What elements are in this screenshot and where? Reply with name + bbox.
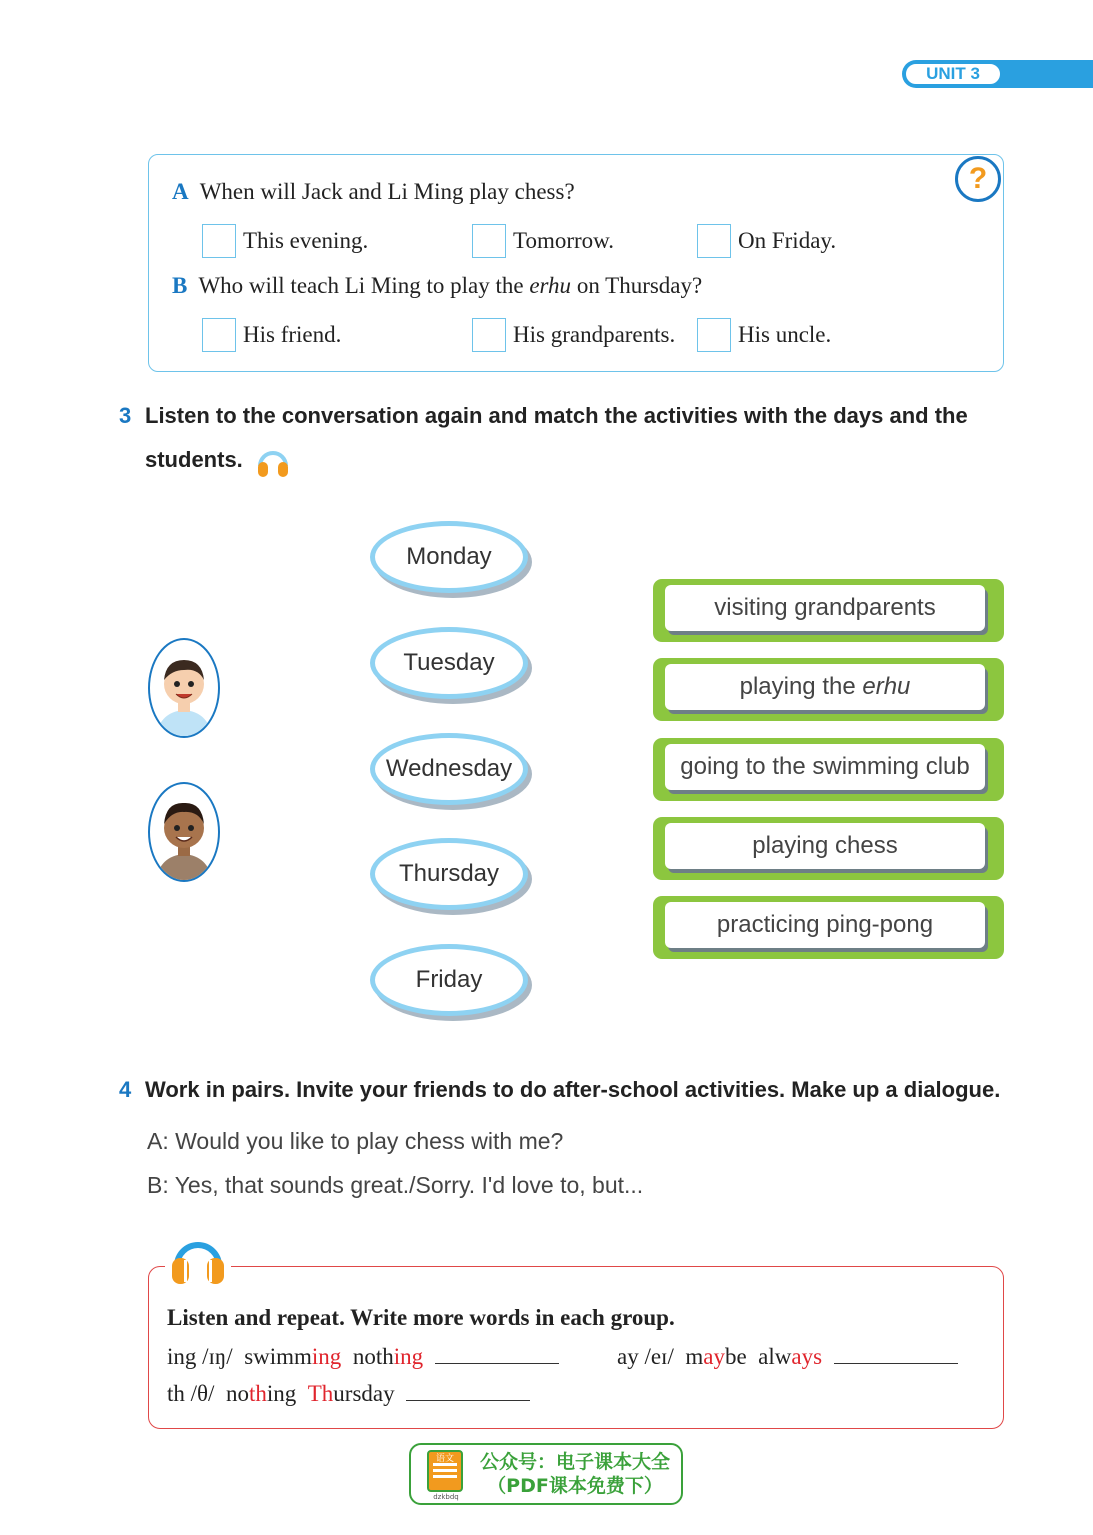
section-4-number: 4 [119,1077,132,1102]
phonics-ing-row [167,1343,559,1370]
avatar-boy-1[interactable] [148,638,220,738]
checkbox-a1[interactable] [202,224,236,258]
option-a1: This evening. [243,228,369,253]
phonics-title: Listen and repeat. Write more words in each group. [167,1305,675,1330]
option-a3: On Friday. [738,228,837,253]
question-a-text: When will Jack and Li Ming play chess? [199,179,575,204]
word-thursday: Thursday [307,1381,395,1406]
checkbox-a2[interactable] [472,224,506,258]
checkbox-a3[interactable] [697,224,731,258]
svg-text:语文: 语文 [435,1454,455,1464]
day-tuesday[interactable] [370,627,528,699]
question-b-text-1: Who will teach Li Ming to play the [198,273,530,298]
checkbox-b1[interactable] [202,318,236,352]
section-3-title-line2: students. [145,447,243,472]
word-nothing: nothing [225,1381,297,1406]
day-label: Monday [406,543,492,570]
word-nothing: nothing [352,1344,424,1369]
day-label: Thursday [398,860,500,887]
question-a-letter: A [172,179,189,204]
activity-playing-erhu[interactable] [653,658,1004,721]
book-logo-icon [424,1449,468,1501]
activity-erhu: erhu [862,673,911,700]
section-3-number: 3 [119,403,132,428]
day-friday[interactable] [370,944,528,1016]
question-b-letter: B [172,273,188,298]
activity-label: practicing ping-pong [665,902,985,948]
question-b-erhu: erhu [529,273,572,298]
word-swimming: swimming [244,1344,342,1369]
answer-blank-th[interactable] [406,1380,530,1401]
word-always: always [758,1344,823,1369]
unit-label: UNIT 3 [904,62,1002,86]
phonics-ing-label: ing /ɪŋ/ [167,1344,233,1369]
question-b-text-2: on Thursday? [571,273,703,298]
day-label: Friday [415,966,483,993]
activity-label: visiting grandparents [665,585,985,631]
day-monday[interactable] [370,521,528,593]
section-3-title-line1: Listen to the conversation again and match the activities with the days and the [145,403,968,428]
answer-blank-ay[interactable] [834,1343,958,1364]
boy-face-icon [150,784,218,880]
footer-text [470,1450,680,1498]
question-mark-icon: ? [955,156,1001,202]
phonics-ay-row [617,1343,958,1370]
option-b3: His uncle. [738,322,832,347]
checkbox-b3[interactable] [697,318,731,352]
headphones-icon[interactable] [255,444,291,478]
section-4-title: Work in pairs. Invite your friends to do after-school activities. Make up a dialogue. [145,1077,1001,1102]
phonics-th-label: th /θ/ [167,1381,215,1406]
day-thursday[interactable] [370,838,528,910]
avatar-boy-2[interactable] [148,782,220,882]
question-a [172,179,575,205]
activity-text: playing the [739,673,856,700]
headphones-icon[interactable] [168,1232,228,1286]
answer-blank-ing[interactable] [435,1343,559,1364]
phonics-th-row [167,1380,530,1407]
svg-text:dzkbdq: dzkbdq [433,1493,459,1501]
boy-face-icon [150,640,218,736]
day-label: Tuesday [403,649,495,676]
activity-ping-pong[interactable] [653,896,1004,959]
day-label: Wednesday [385,755,513,782]
dialogue-line-b: B: Yes, that sounds great./Sorry. I'd love to, but... [147,1172,644,1198]
activity-label: playing chess [665,823,985,869]
phonics-ay-label: ay /eɪ/ [617,1344,674,1369]
option-b1: His friend. [243,322,342,347]
activity-label [665,664,985,710]
activity-swimming-club[interactable] [653,738,1004,801]
footer-line1: 公众号：电子课本大全 [479,1451,670,1473]
footer-line2: （PDF课本免费下） [487,1475,663,1497]
checkbox-b2[interactable] [472,318,506,352]
activity-playing-chess[interactable] [653,817,1004,880]
option-a2: Tomorrow. [513,228,615,253]
word-maybe: maybe [685,1344,747,1369]
question-b [172,273,702,299]
dialogue-line-a: A: Would you like to play chess with me? [147,1128,564,1154]
activity-label: going to the swimming club [665,744,985,790]
day-wednesday[interactable] [370,733,528,805]
option-b2: His grandparents. [513,322,676,347]
activity-visiting-grandparents[interactable] [653,579,1004,642]
